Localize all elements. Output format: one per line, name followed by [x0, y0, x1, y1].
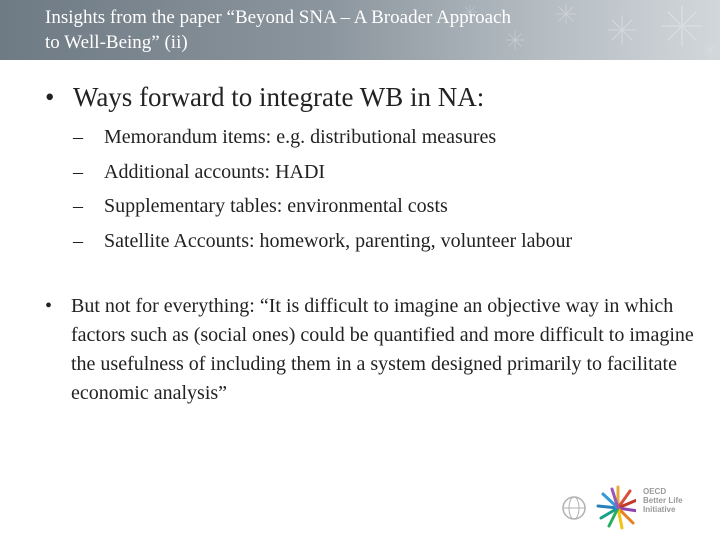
oecd-logo-line-2: Better Life — [643, 496, 683, 505]
slide-title-line-1: Insights from the paper “Beyond SNA – A Broader Approach — [45, 7, 511, 28]
oecd-logo-line-1: OECD — [643, 487, 667, 496]
sub-bullet-marker: – — [73, 126, 83, 148]
slide-title — [45, 5, 705, 55]
sub-bullet-marker: – — [73, 195, 83, 217]
oecd-flower-logo-icon — [556, 484, 636, 532]
sub-bullet-item — [73, 224, 572, 259]
sub-bullet-item — [73, 120, 572, 155]
bullet-marker: • — [45, 82, 55, 112]
sub-bullet-marker: – — [73, 160, 83, 183]
sub-bullet-text: Supplementary tables: environmental costs — [104, 195, 448, 217]
oecd-better-life-logo — [556, 484, 706, 532]
bullet-quote-text: But not for everything: “It is difficult to imagine an objective way in which factors such as (social ones) could be quantified and more difficult to imagine the usefulness of including them in a system designed primarily to facilitate economic analysis” — [71, 295, 694, 404]
sub-bullet-marker: – — [73, 229, 83, 252]
bullet-ways-forward — [45, 80, 685, 114]
slide-title-line-2: to Well-Being” (ii) — [45, 32, 188, 53]
bullet-not-for-everything — [45, 292, 720, 408]
oecd-logo-text — [643, 487, 683, 514]
slide-header-bar — [0, 0, 720, 60]
sub-bullet-text: Memorandum items: e.g. distributional measures — [104, 126, 497, 148]
sub-bullet-text: Satellite Accounts: homework, parenting, volunteer labour — [104, 229, 573, 252]
sub-bullet-item — [73, 189, 572, 224]
oecd-globe-icon — [563, 497, 585, 519]
sub-bullet-list — [73, 120, 572, 258]
bullet-ways-forward-text: Ways forward to integrate WB in NA: — [73, 82, 485, 112]
sub-bullet-text: Additional accounts: HADI — [104, 160, 326, 183]
oecd-logo-line-3: Initiative — [643, 505, 676, 514]
sub-bullet-item — [73, 155, 572, 190]
bullet-marker: • — [45, 295, 53, 317]
